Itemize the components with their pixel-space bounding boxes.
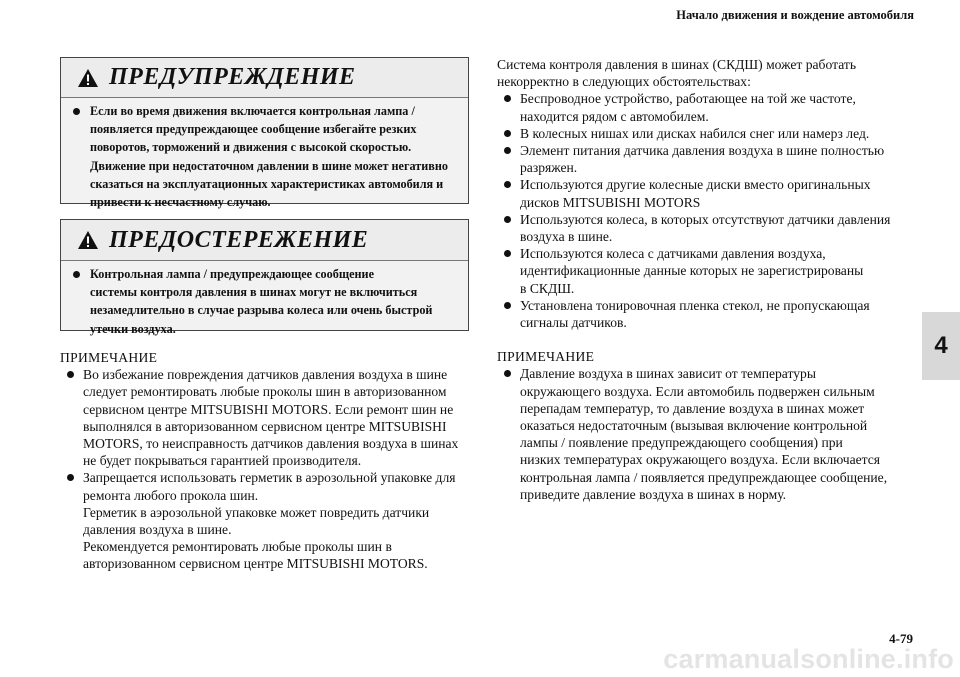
warning-triangle-icon — [77, 230, 99, 250]
text-line: Используются колеса с датчиками давления воздуха, — [520, 246, 826, 262]
text-line: давления воздуха в шине. — [83, 522, 232, 538]
text-line: некорректно в следующих обстоятельствах: — [497, 74, 751, 90]
bullet-dot — [504, 302, 511, 309]
text-line: Во избежание повреждения датчиков давления воздуха в шине — [83, 367, 448, 383]
text-line: воздуха в шине. — [520, 229, 613, 245]
text-line: MOTORS, то неисправность датчиков давления воздуха в шинах — [83, 436, 459, 452]
chapter-tab: 4 — [922, 312, 960, 380]
page-number: 4-79 — [889, 631, 913, 646]
warning-line: сказаться на эксплуатационных характеристиках автомобиля и — [90, 176, 444, 191]
list-item — [497, 125, 917, 142]
text-line: окружающего воздуха. Если автомобиль подвержен сильным — [520, 383, 875, 399]
running-header: Начало движения и вождение автомобиля — [676, 8, 914, 22]
bullet-dot — [67, 371, 74, 378]
text-line: Установлена тонировочная пленка стекол, не пропускающая — [520, 297, 870, 313]
text-line: находится рядом с автомобилем. — [520, 108, 709, 124]
paragraph — [60, 538, 472, 572]
text-line: Герметик в аэрозольной упаковке может повредить датчики — [83, 504, 430, 520]
caution-line: системы контроля давления в шинах могут не включиться — [90, 285, 418, 300]
text-line: Запрещается использовать герметик в аэрозольной упаковке для — [83, 470, 456, 486]
bullet-dot — [504, 181, 511, 188]
note-heading: ПРИМЕЧАНИЕ — [497, 349, 595, 365]
bullet-dot — [504, 130, 511, 137]
warning-line: Движение при недостаточном давлении в шине может негативно — [90, 158, 448, 173]
text-line: Рекомендуется ремонтировать любые проколы шин в — [83, 539, 392, 555]
text-line: перепадам температур, то давление воздуха в шинах может — [520, 400, 865, 416]
watermark: carmanualsonline.info — [663, 644, 954, 674]
list-item — [497, 90, 917, 124]
bullet-dot — [67, 474, 74, 481]
list-item — [497, 365, 917, 503]
text-line: выполнялся в авторизованном сервисном центре MITSUBISHI — [83, 418, 447, 434]
text-line: следует ремонтировать любые проколы шин в авторизованном — [83, 384, 447, 400]
note-heading: ПРИМЕЧАНИЕ — [60, 350, 158, 365]
bullet-dot — [73, 108, 80, 115]
warning-item — [73, 102, 458, 211]
caution-line: утечки воздуха. — [90, 321, 176, 336]
text-line: Давление воздуха в шинах зависит от температуры — [520, 366, 816, 382]
left-note-section — [60, 349, 472, 573]
paragraph — [60, 504, 472, 538]
bullet-dot — [504, 95, 511, 102]
list-item — [497, 297, 917, 331]
text-line: Система контроля давления в шинах (СКДШ) может работать — [497, 57, 857, 72]
text-line: Элемент питания датчика давления воздуха в шине полностью — [520, 143, 885, 159]
caution-box-header — [61, 220, 468, 261]
list-item — [497, 245, 917, 297]
warning-line: появляется предупреждающее сообщение избегайте резких — [90, 122, 417, 137]
caution-line: незамедлительно в случае разрыва колеса или очень быстрой — [90, 303, 433, 318]
list-item — [497, 142, 917, 176]
caution-line: Контрольная лампа / предупреждающее сообщение — [90, 267, 374, 281]
right-column — [497, 56, 917, 503]
text-line: дисков MITSUBISHI MOTORS — [520, 194, 701, 210]
text-line: сервисном центре MITSUBISHI MOTORS. Если ремонт шин не — [83, 401, 454, 417]
warning-title: ПРЕДУПРЕЖДЕНИЕ — [109, 64, 356, 90]
bullet-dot — [504, 216, 511, 223]
caution-item — [73, 265, 458, 338]
text-line: низких температурах окружающего воздуха. Если включается — [520, 452, 881, 468]
text-line: не будет покрываться гарантией производителя. — [83, 453, 362, 469]
caution-box — [60, 219, 469, 336]
intro-paragraph — [497, 56, 917, 90]
text-line: Беспроводное устройство, работающее на той же частоте, — [520, 91, 856, 107]
text-line: разряжен. — [520, 160, 578, 176]
text-line: оказаться недостаточным (вызывая включение контрольной — [520, 418, 868, 434]
text-line: В колесных нишах или дисках набился снег или намерз лед. — [520, 125, 870, 141]
list-item — [60, 366, 472, 469]
text-line: ремонта любого прокола шин. — [83, 487, 259, 503]
list-item — [497, 176, 917, 210]
text-line: Используются колеса, в которых отсутствуют датчики давления — [520, 211, 891, 227]
text-line: сигналы датчиков. — [520, 315, 627, 331]
list-item — [497, 211, 917, 245]
warning-box-header — [61, 58, 468, 98]
bullet-dot — [504, 250, 511, 257]
text-line: контрольная лампа / появляется предупреждающее сообщение, — [520, 469, 888, 485]
text-line: приведите давление воздуха в шинах в норму. — [520, 486, 787, 502]
list-item — [60, 469, 472, 503]
text-line: идентификационные данные которых не зарегистрированы — [520, 263, 864, 279]
text-line: Используются другие колесные диски вместо оригинальных — [520, 177, 871, 193]
warning-triangle-icon — [77, 68, 99, 88]
warning-box — [60, 57, 469, 210]
warning-line: привести к несчастному случаю. — [90, 195, 271, 210]
spacer — [497, 331, 917, 348]
warning-line: поворотов, торможений и движения с высокой скоростью. — [90, 140, 412, 155]
bullet-dot — [504, 147, 511, 154]
text-line: авторизованном сервисном центре MITSUBISHI MOTORS. — [83, 556, 428, 572]
caution-title: ПРЕДОСТЕРЕЖЕНИЕ — [109, 226, 369, 253]
text-line: лампы / появление предупреждающего сообщения) при — [520, 435, 843, 451]
bullet-dot — [73, 271, 80, 278]
warning-line: Если во время движения включается контрольная лампа / — [90, 104, 415, 118]
bullet-dot — [504, 370, 511, 377]
text-line: в СКДШ. — [520, 280, 575, 296]
